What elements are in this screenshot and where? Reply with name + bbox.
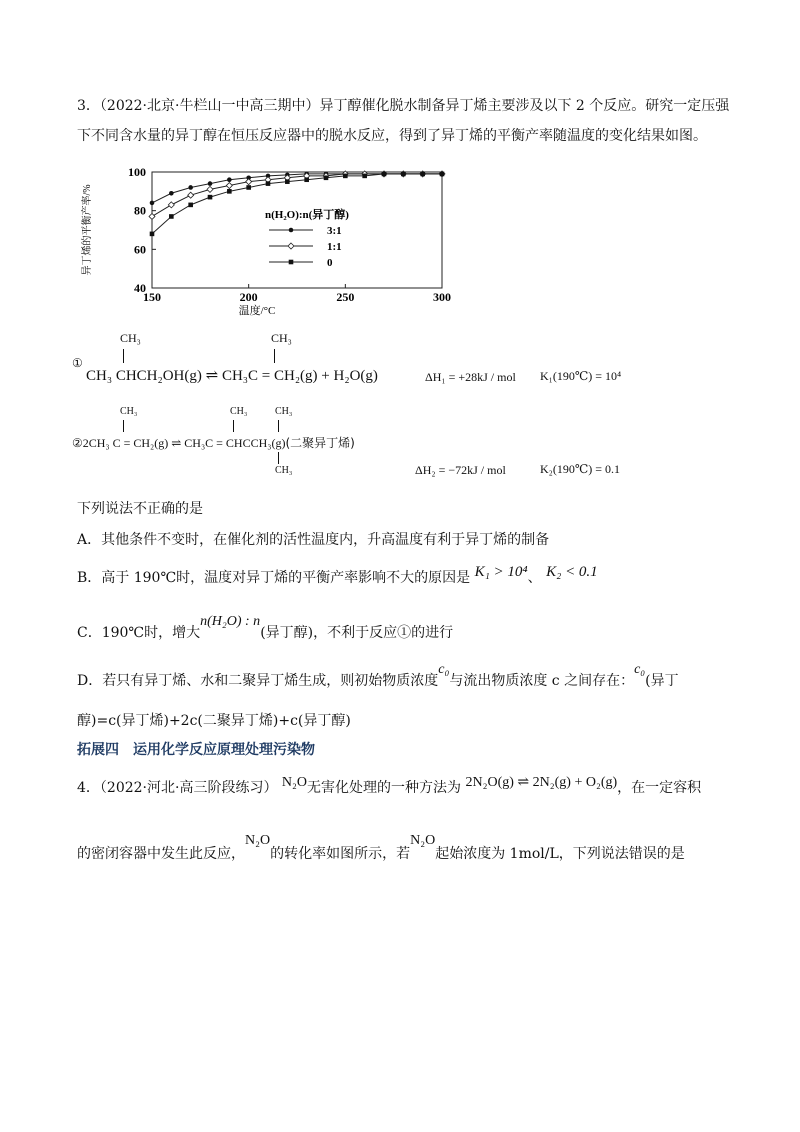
legend-title: n(H₂O):n(异丁醇) bbox=[265, 209, 349, 221]
r1-bond-right bbox=[274, 349, 275, 363]
option-b-k1: K₁ > 10⁴ bbox=[474, 564, 528, 580]
data-point bbox=[149, 213, 155, 219]
data-point bbox=[420, 172, 425, 177]
x-tick-label: 300 bbox=[433, 290, 451, 304]
r2-ch3-top-right: CH₃ bbox=[275, 406, 293, 417]
option-a[interactable]: A．其他条件不变时，在催化剂的活性温度内，升高温度有利于异丁烯的制备 bbox=[77, 532, 550, 548]
data-point bbox=[382, 172, 387, 177]
r2-lhs: 2CH₃ C = CH₂(g) ⇌ bbox=[82, 436, 185, 450]
r2-equilibrium-constant: K₂(190℃) = 0.1 bbox=[540, 462, 621, 476]
data-point bbox=[324, 176, 329, 181]
r2-marker: ② bbox=[72, 436, 83, 450]
option-d-c0: c₀ bbox=[438, 662, 450, 677]
data-point bbox=[246, 185, 251, 190]
legend-label: 0 bbox=[327, 257, 333, 269]
y-axis-label: 异丁烯的平衡产率/% bbox=[82, 184, 93, 276]
r2-ch3-bottom: CH₃ bbox=[275, 465, 293, 476]
legend-marker bbox=[289, 260, 294, 265]
legend-marker bbox=[289, 228, 294, 233]
r2-ch3-top-mid: CH₃ bbox=[230, 406, 248, 417]
data-point bbox=[169, 191, 174, 196]
r1-equation bbox=[86, 366, 378, 385]
r2-ch3-top-left: CH₃ bbox=[120, 406, 138, 417]
data-point bbox=[226, 183, 232, 189]
r2-bond-bottom bbox=[278, 452, 279, 464]
legend-label: 1:1 bbox=[327, 241, 342, 253]
data-point bbox=[207, 186, 213, 192]
legend-marker bbox=[288, 243, 294, 249]
q3-source: （2022·北京·牛栏山一中高三期中） bbox=[99, 98, 320, 114]
q3-stem-text: 异丁醇催化脱水制备异丁烯主要涉及以下 2 个反应。研究一定压强 bbox=[319, 98, 730, 114]
r2-bond-right bbox=[278, 420, 279, 432]
r2-product-name: (二聚异丁烯) bbox=[285, 436, 355, 450]
option-c-tail: (异丁醇)，不利于反应①的进行 bbox=[260, 625, 454, 641]
y-tick-label: 40 bbox=[134, 281, 146, 295]
r1-equilibrium-constant: K₁(190℃) = 10⁴ bbox=[540, 369, 622, 383]
series-line-3:1 bbox=[152, 174, 442, 203]
option-c[interactable] bbox=[77, 614, 454, 643]
q4-number: 4． bbox=[77, 780, 100, 796]
r1-rhs: CH₃C = CH₂(g) + H₂O(g) bbox=[221, 368, 378, 384]
r2-bond-mid bbox=[233, 420, 234, 432]
q4-line1 bbox=[77, 775, 702, 798]
option-d-c0b: c₀ bbox=[634, 662, 646, 677]
data-point bbox=[188, 203, 193, 208]
data-point bbox=[168, 202, 174, 208]
yield-chart bbox=[70, 160, 470, 320]
option-d-line2: 醇)=c(异丁烯)+2c(二聚异丁烯)+c(异丁醇) bbox=[77, 713, 351, 729]
r1-lhs: CH₃ CHCH₂OH(g) ⇌ bbox=[86, 368, 222, 384]
q3-stem-line1 bbox=[77, 97, 729, 115]
r1-enthalpy: ΔH₁ = +28kJ / mol bbox=[425, 370, 516, 384]
data-point bbox=[246, 179, 252, 185]
y-tick-label: 80 bbox=[134, 203, 146, 218]
data-point bbox=[440, 172, 445, 177]
q4-line2-a: 的密闭容器中发生此反应， bbox=[77, 846, 245, 862]
option-c-ratio: n(H₂O) : n bbox=[200, 614, 261, 629]
y-tick-label: 60 bbox=[134, 242, 146, 257]
q4-n2o-b: N₂O bbox=[245, 833, 271, 848]
legend-label: 3:1 bbox=[327, 225, 342, 237]
data-point bbox=[208, 195, 213, 200]
r2-rhs: CH₃C = CHCCH₃(g) bbox=[184, 436, 286, 450]
data-point bbox=[227, 189, 232, 194]
x-tick-label: 150 bbox=[143, 290, 161, 304]
option-d-mid: 与流出物质浓度 c 之间存在： bbox=[449, 673, 635, 689]
data-point bbox=[150, 201, 155, 206]
r1-bond-left bbox=[123, 349, 124, 363]
q3-question: 下列说法不正确的是 bbox=[77, 501, 203, 517]
y-tick-label: 100 bbox=[128, 165, 146, 179]
option-b-sep: 、 bbox=[527, 570, 542, 586]
x-tick-label: 200 bbox=[239, 290, 258, 304]
option-b-k2: K₂ < 0.1 bbox=[546, 564, 598, 580]
data-point bbox=[343, 174, 348, 179]
data-point bbox=[304, 177, 309, 182]
data-point bbox=[285, 179, 290, 184]
data-point bbox=[150, 232, 155, 237]
option-c-text: C．190℃时，增大 bbox=[77, 625, 201, 641]
option-b[interactable] bbox=[77, 564, 598, 587]
option-d-text: D．若只有异丁烯、水和二聚异丁烯生成，则初始物质浓度 bbox=[77, 673, 439, 689]
option-d-tail: (异丁 bbox=[645, 673, 679, 689]
x-axis-label: 温度/°C bbox=[238, 305, 276, 317]
q4-source: （2022·河北·高三阶段练习） bbox=[99, 780, 278, 796]
data-point bbox=[227, 177, 232, 182]
series-line-0 bbox=[152, 174, 442, 234]
q3-number: 3． bbox=[77, 98, 100, 114]
r1-ch3-top-left: CH₃ bbox=[120, 331, 141, 345]
option-b-text: B．高于 190℃时，温度对异丁烯的平衡产率影响不大的原因是 bbox=[77, 570, 471, 586]
q4-text1: 无害化处理的一种方法为 bbox=[307, 780, 462, 796]
q4-n2o: N₂O bbox=[281, 775, 308, 790]
data-point bbox=[362, 174, 367, 179]
q4-equation: 2N₂O(g) ⇌ 2N₂(g) + O₂(g) bbox=[465, 775, 618, 790]
r1-marker: ① bbox=[72, 356, 83, 370]
q4-line2-b: 的转化率如图所示，若 bbox=[270, 846, 411, 862]
q4-line2 bbox=[77, 833, 685, 864]
r1-ch3-top-right: CH₃ bbox=[271, 331, 292, 345]
data-point bbox=[188, 192, 194, 198]
data-point bbox=[208, 181, 213, 186]
data-point bbox=[169, 214, 174, 219]
r2-equation bbox=[72, 434, 355, 451]
q4-text2: ，在一定容积 bbox=[617, 780, 702, 796]
option-d[interactable] bbox=[77, 662, 679, 691]
q4-line2-c: 起始浓度为 1mol/L，下列说法错误的是 bbox=[435, 846, 685, 862]
data-point bbox=[188, 185, 193, 190]
q3-stem-line2: 下不同含水量的异丁醇在恒压反应器中的脱水反应，得到了异丁烯的平衡产率随温度的变化结果如图。 bbox=[77, 128, 707, 144]
q4-n2o-c: N₂O bbox=[410, 833, 436, 848]
data-point bbox=[266, 181, 271, 186]
r2-bond-left bbox=[123, 420, 124, 432]
x-tick-label: 250 bbox=[336, 290, 355, 304]
data-point bbox=[401, 172, 406, 177]
section-title: 拓展四 运用化学反应原理处理污染物 bbox=[77, 742, 315, 758]
r2-enthalpy: ΔH₂ = −72kJ / mol bbox=[415, 463, 506, 477]
